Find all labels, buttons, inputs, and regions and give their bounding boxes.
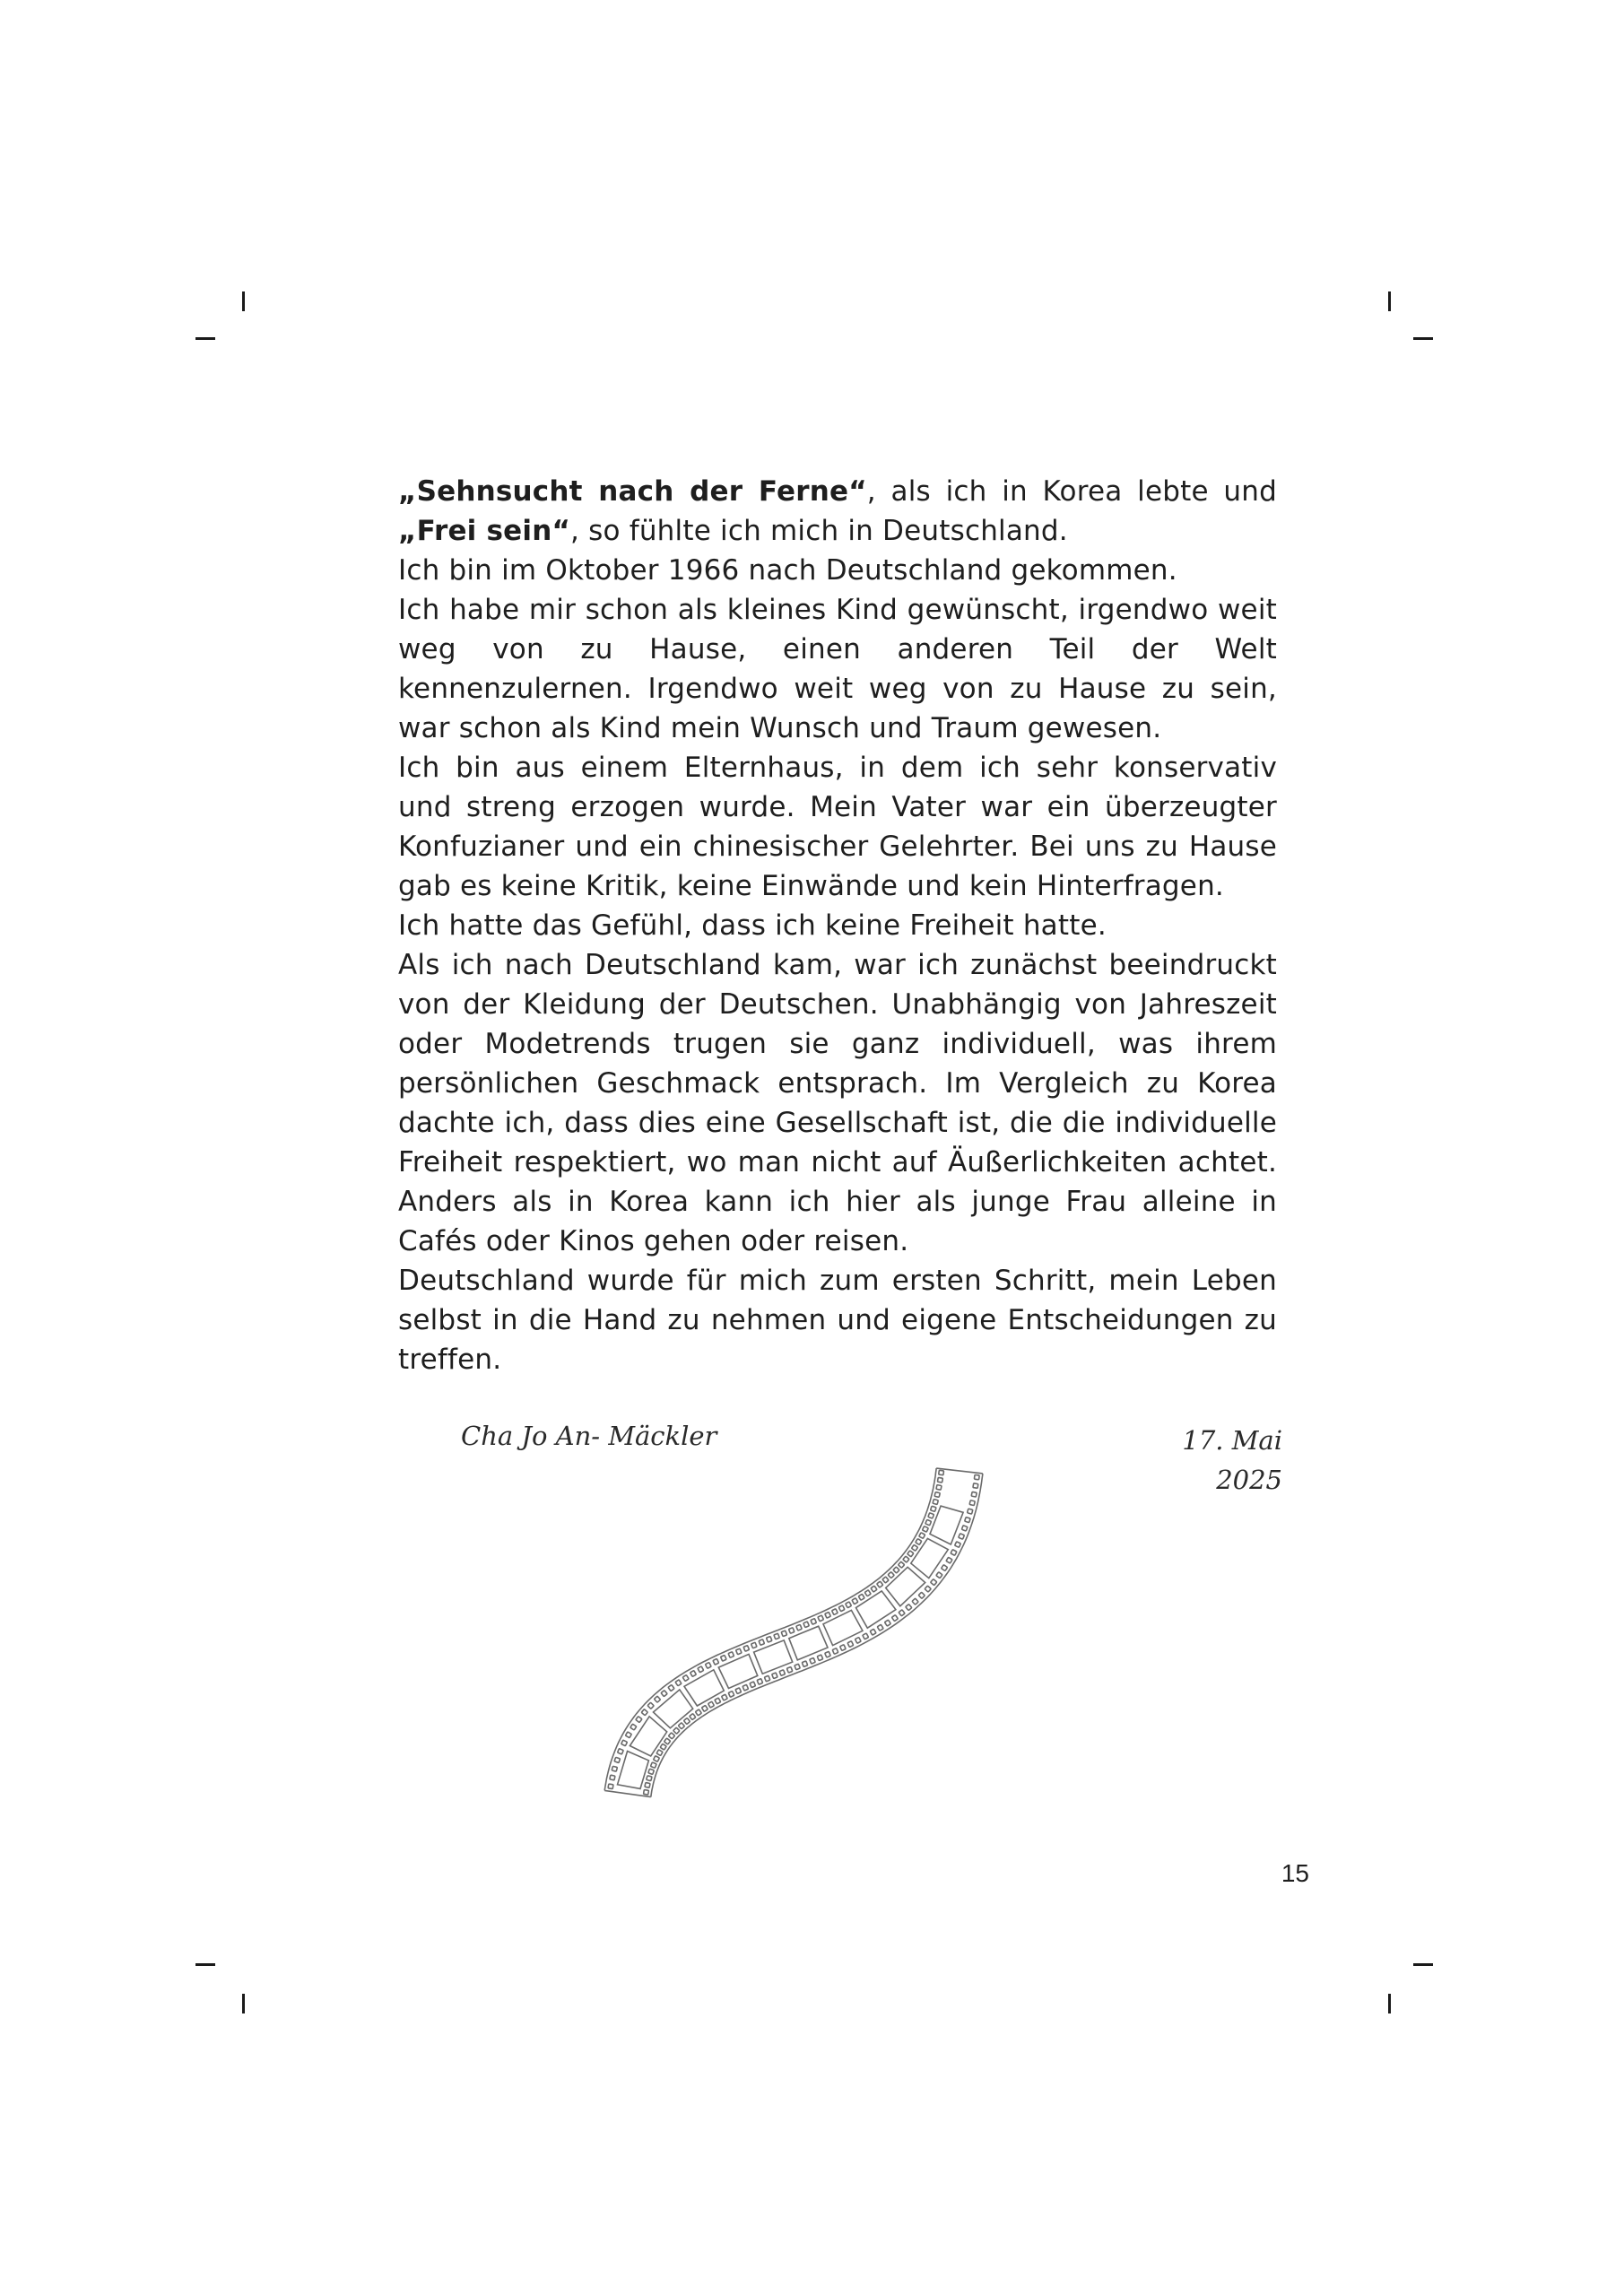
sprocket-hole bbox=[968, 1509, 973, 1514]
sprocket-hole bbox=[965, 1518, 970, 1523]
sprocket-hole bbox=[846, 1602, 852, 1608]
sprocket-hole bbox=[660, 1744, 666, 1750]
sprocket-hole bbox=[695, 1709, 701, 1716]
sprocket-hole bbox=[908, 1551, 914, 1557]
crop-mark-bottom-left-horizontal bbox=[195, 1963, 215, 1966]
film-frame bbox=[630, 1717, 666, 1756]
bold-phrase-frei-sein: „Frei sein“ bbox=[398, 515, 571, 547]
sprocket-hole bbox=[728, 1692, 734, 1698]
sprocket-hole bbox=[625, 1732, 631, 1738]
sprocket-hole bbox=[858, 1594, 864, 1600]
sprocket-hole bbox=[690, 1671, 697, 1677]
sprocket-hole bbox=[650, 1762, 656, 1768]
crop-mark-top-right-vertical bbox=[1388, 291, 1391, 311]
sprocket-hole bbox=[818, 1615, 824, 1622]
film-frame bbox=[654, 1690, 693, 1728]
paragraph-1-text-a: , als ich in Korea lebte und bbox=[866, 475, 1277, 508]
sprocket-hole bbox=[683, 1718, 690, 1724]
sprocket-hole bbox=[832, 1609, 838, 1615]
sprocket-hole bbox=[923, 1526, 929, 1533]
paragraph-7: Deutschland wurde für mich zum ersten Schritt, mein Leben selbst in die Hand zu nehmen und eigene Entscheidungen zu treffen. bbox=[398, 1265, 1277, 1376]
sprocket-hole bbox=[757, 1679, 762, 1685]
sprocket-hole bbox=[701, 1705, 708, 1711]
sprocket-hole bbox=[852, 1598, 858, 1605]
sprocket-hole bbox=[678, 1723, 684, 1729]
sprocket-hole bbox=[645, 1783, 650, 1788]
film-frame bbox=[823, 1610, 863, 1645]
sprocket-hole bbox=[648, 1769, 654, 1774]
sprocket-hole bbox=[919, 1533, 925, 1539]
sprocket-hole bbox=[916, 1539, 922, 1545]
sprocket-hole bbox=[925, 1586, 931, 1592]
sprocket-hole bbox=[888, 1572, 894, 1578]
sprocket-hole bbox=[610, 1775, 615, 1780]
sprocket-hole bbox=[974, 1474, 979, 1479]
sprocket-hole bbox=[864, 1590, 871, 1596]
sprocket-hole bbox=[705, 1662, 711, 1668]
sprocket-hole bbox=[912, 1598, 918, 1605]
sprocket-hole bbox=[803, 1622, 809, 1628]
sprocket-hole bbox=[735, 1688, 742, 1694]
sprocket-hole bbox=[713, 1658, 719, 1665]
film-frame bbox=[718, 1654, 758, 1688]
sprocket-hole bbox=[673, 1727, 680, 1734]
sprocket-hole bbox=[973, 1483, 978, 1489]
sprocket-hole bbox=[899, 1561, 905, 1568]
sprocket-hole bbox=[759, 1639, 764, 1646]
sprocket-hole bbox=[675, 1680, 682, 1686]
sprocket-hole bbox=[899, 1610, 905, 1616]
sprocket-hole bbox=[796, 1624, 802, 1631]
sprocket-hole bbox=[847, 1641, 854, 1648]
sprocket-hole bbox=[939, 1470, 944, 1474]
sprocket-hole bbox=[811, 1619, 816, 1625]
sprocket-hole bbox=[647, 1702, 654, 1709]
sprocket-hole bbox=[795, 1664, 800, 1670]
sprocket-hole bbox=[630, 1724, 637, 1730]
crop-mark-bottom-left-vertical bbox=[242, 1994, 245, 2013]
date-line-2: 2025 bbox=[1216, 1465, 1282, 1495]
sprocket-hole bbox=[614, 1757, 620, 1762]
sprocket-hole bbox=[825, 1612, 831, 1618]
sprocket-hole bbox=[743, 1646, 749, 1652]
paragraph-1 bbox=[398, 472, 1277, 551]
filmstrip-edge-inner bbox=[651, 1474, 983, 1797]
sprocket-hole bbox=[838, 1605, 845, 1612]
sprocket-hole bbox=[656, 1750, 663, 1756]
sprocket-hole bbox=[891, 1615, 898, 1622]
sprocket-hole bbox=[893, 1567, 899, 1573]
paragraph-3: Ich habe mir schon als kleines Kind gewünscht, irgendwo weit weg von zu Hause, einen anderen Teil der Welt kennenzulernen. Irgendwo weit weg von zu Hause zu sein, war schon als Kind mein Wunsch und Traum gewesen. bbox=[398, 594, 1277, 744]
sprocket-hole bbox=[817, 1655, 822, 1661]
sprocket-hole bbox=[736, 1648, 742, 1655]
sprocket-hole bbox=[870, 1629, 876, 1635]
sprocket-hole bbox=[789, 1628, 795, 1634]
sprocket-hole bbox=[636, 1717, 642, 1723]
sprocket-hole bbox=[641, 1709, 647, 1716]
sprocket-hole bbox=[750, 1682, 755, 1688]
sprocket-hole bbox=[654, 1696, 660, 1702]
sprocket-hole bbox=[668, 1733, 674, 1739]
sprocket-hole bbox=[690, 1714, 696, 1720]
sprocket-hole bbox=[802, 1661, 807, 1667]
sprocket-hole bbox=[664, 1738, 671, 1744]
sprocket-hole bbox=[961, 1526, 968, 1531]
sprocket-hole bbox=[934, 1492, 940, 1498]
sprocket-hole bbox=[931, 1579, 937, 1586]
paragraph-6: Als ich nach Deutschland kam, war ich zunächst beeindruckt von der Kleidung der Deutschen. Unabhängig von Jahreszeit oder Modetrends trugen sie ganz individuell, was ihrem persönlichen Geschmack entsprach. Im Vergleich zu Korea dachte ich, dass dies eine Gesellschaft ist, die die individuelle Freiheit respektiert, wo man nicht auf Äußerlichkeiten achtet. Anders als in Korea kann ich hier als junge Frau alleine in Cafés oder Kinos gehen oder reisen. bbox=[398, 949, 1277, 1257]
crop-mark-bottom-right-vertical bbox=[1388, 1994, 1391, 2013]
sprocket-hole bbox=[925, 1519, 932, 1525]
sprocket-hole bbox=[774, 1633, 779, 1639]
sprocket-hole bbox=[767, 1637, 772, 1643]
sprocket-hole bbox=[937, 1477, 942, 1483]
sprocket-hole bbox=[877, 1581, 883, 1587]
sprocket-hole bbox=[722, 1694, 728, 1700]
sprocket-hole bbox=[942, 1565, 948, 1571]
sprocket-hole bbox=[906, 1605, 912, 1611]
paragraph-2: Ich bin im Oktober 1966 nach Deutschland gekommen. bbox=[398, 554, 1177, 587]
sprocket-hole bbox=[955, 1542, 961, 1548]
sprocket-hole bbox=[644, 1790, 649, 1796]
sprocket-hole bbox=[832, 1648, 838, 1655]
sprocket-hole bbox=[764, 1675, 769, 1682]
sprocket-hole bbox=[936, 1572, 942, 1578]
sprocket-hole bbox=[912, 1544, 918, 1551]
sprocket-hole bbox=[871, 1586, 877, 1592]
signature-date bbox=[1150, 1421, 1282, 1500]
sprocket-hole bbox=[743, 1684, 748, 1691]
sprocket-hole bbox=[779, 1670, 785, 1676]
sprocket-hole bbox=[855, 1637, 861, 1643]
sprocket-hole bbox=[772, 1673, 777, 1679]
sprocket-hole bbox=[728, 1652, 734, 1658]
author-name: Cha Jo An- Mäckler bbox=[461, 1421, 717, 1451]
sprocket-hole bbox=[825, 1651, 830, 1657]
sprocket-hole bbox=[781, 1631, 786, 1637]
sprocket-hole bbox=[931, 1506, 936, 1511]
sprocket-hole bbox=[810, 1657, 815, 1664]
sprocket-hole bbox=[647, 1776, 652, 1781]
sprocket-hole bbox=[959, 1534, 965, 1539]
filmstrip-frames bbox=[604, 1468, 983, 1797]
sprocket-hole bbox=[682, 1675, 689, 1682]
sprocket-hole bbox=[621, 1740, 628, 1746]
sprocket-hole bbox=[698, 1666, 704, 1673]
sprocket-hole bbox=[946, 1557, 952, 1563]
paragraph-1-text-b: , so fühlte ich mich in Deutschland. bbox=[570, 515, 1068, 547]
crop-mark-top-right-horizontal bbox=[1413, 337, 1433, 340]
filmstrip-icon bbox=[603, 1453, 1008, 1830]
paragraph-5: Ich hatte das Gefühl, dass ich keine Freiheit hatte. bbox=[398, 909, 1107, 942]
sprocket-hole bbox=[884, 1620, 890, 1626]
sprocket-hole bbox=[840, 1645, 847, 1651]
sprocket-hole bbox=[903, 1556, 909, 1562]
date-line-1: 17. Mai bbox=[1182, 1425, 1282, 1456]
sprocket-hole bbox=[708, 1701, 715, 1708]
sprocket-hole bbox=[618, 1749, 624, 1754]
film-frame bbox=[684, 1670, 724, 1706]
film-frame bbox=[618, 1752, 649, 1789]
sprocket-hole bbox=[608, 1784, 613, 1789]
bold-phrase-sehnsucht: „Sehnsucht nach der Ferne“ bbox=[398, 475, 867, 508]
sprocket-hole bbox=[969, 1500, 975, 1506]
crop-mark-top-left-horizontal bbox=[195, 337, 215, 340]
sprocket-hole bbox=[863, 1633, 869, 1639]
sprocket-hole bbox=[661, 1691, 667, 1697]
crop-mark-top-left-vertical bbox=[242, 291, 245, 311]
film-frame bbox=[911, 1538, 949, 1578]
sprocket-hole bbox=[928, 1513, 934, 1518]
sprocket-hole bbox=[933, 1499, 938, 1504]
sprocket-hole bbox=[668, 1684, 674, 1691]
sprocket-hole bbox=[971, 1492, 977, 1497]
crop-mark-bottom-right-horizontal bbox=[1413, 1963, 1433, 1966]
sprocket-hole bbox=[751, 1642, 757, 1648]
sprocket-hole bbox=[877, 1624, 883, 1631]
sprocket-hole bbox=[918, 1592, 925, 1598]
sprocket-hole bbox=[715, 1698, 721, 1704]
paragraph-4: Ich bin aus einem Elternhaus, in dem ich sehr konservativ und streng erzogen wurde. Mein Vater war ein überzeugter Konfuzianer und ein chinesischer Gelehrter. Bei uns zu Hause gab es keine Kritik, keine Einwände und kein Hinterfragen. bbox=[398, 752, 1277, 902]
sprocket-hole bbox=[882, 1577, 889, 1583]
sprocket-hole bbox=[721, 1655, 727, 1661]
sprocket-hole bbox=[612, 1766, 617, 1771]
sprocket-hole bbox=[786, 1667, 792, 1674]
page-number: 15 bbox=[1281, 1859, 1309, 1887]
body-text bbox=[398, 472, 1277, 1379]
sprocket-hole bbox=[654, 1756, 660, 1762]
sprocket-hole bbox=[951, 1550, 957, 1556]
sprocket-hole bbox=[936, 1485, 942, 1491]
